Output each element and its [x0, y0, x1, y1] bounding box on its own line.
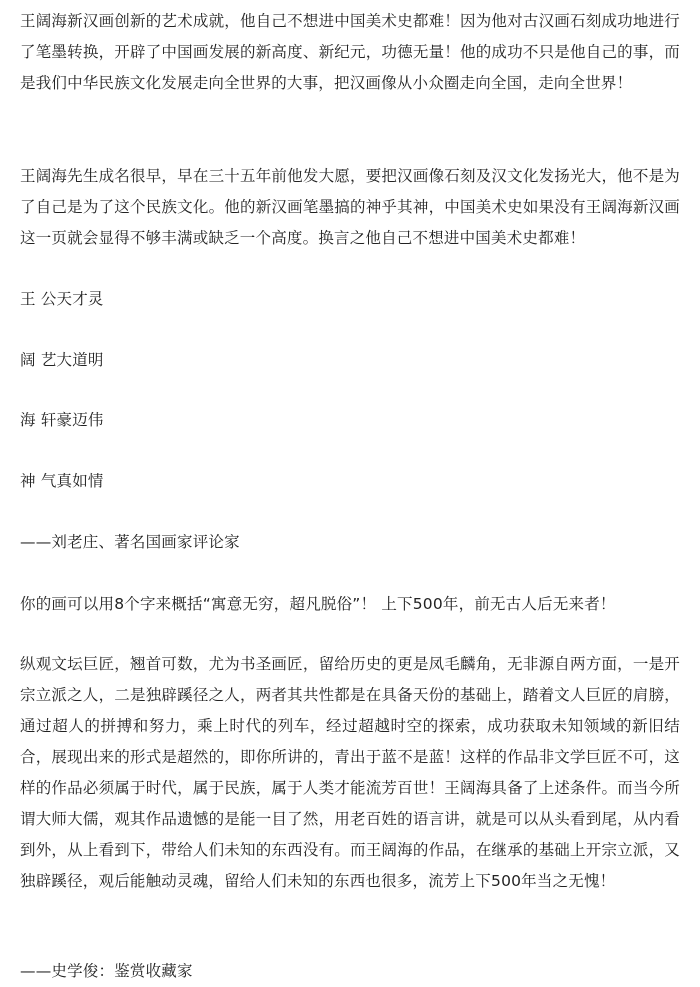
paragraph-review: 纵观文坛巨匠，翘首可数，尤为书圣画匠，留给历史的更是凤毛麟角，无非源自两方面，一是开宗立派之人，二是独辟蹊径之人，两者其共性都是在具备天份的基础上，踏着文人巨匠的肩膀，通过超人的拼搏和努力，乘上时代的列车，经过超越时空的探索，成功获取未知领域的新旧结合，展现出来的形式是超然的，即你所讲的，青出于蓝不是蓝！这样的作品非文学巨匠不可，这样的作品必须属于时代，属于民族，属于人类才能流芳百世！王阔海具备了上述条件。而当今所谓大师大儒，观其作品遗憾的是能一目了然，用老百姓的语言讲，就是可以从头看到尾，从内看到外，从上看到下，带给人们未知的东西没有。而王阔海的作品，在继承的基础上开宗立派，又独辟蹊径，观后能触动灵魂，留给人们未知的东西也很多，流芳上下500年当之无愧！	[20, 655, 680, 890]
acrostic-line-3: 海 轩豪迈伟	[20, 411, 104, 429]
paragraph-summary-quote: 你的画可以用8个字来概括“寓意无穷，超凡脱俗”！ 上下500年，前无古人后无来者！	[20, 595, 616, 613]
acrostic-line-1: 王 公天才灵	[20, 290, 104, 308]
acrostic-line-4: 神 气真如情	[20, 472, 104, 490]
paragraph-biography: 王阔海先生成名很早，早在三十五年前他发大愿，要把汉画像石刻及汉文化发扬光大，他不是为了自己是为了这个民族文化。他的新汉画笔墨搞的神乎其神，中国美术史如果没有王阔海新汉画这一页就会显得不够丰满或缺乏一个高度。换言之他自己不想进中国美术史都难！	[20, 167, 680, 247]
acrostic-line-2: 阔 艺大道明	[20, 351, 104, 369]
attribution-shi: ——史学俊：鉴赏收藏家	[20, 962, 193, 980]
paragraph-intro: 王阔海新汉画创新的艺术成就，他自己不想进中国美术史都难！因为他对古汉画石刻成功地进行了笔墨转换，开辟了中国画发展的新高度、新纪元，功德无量！他的成功不只是他自己的事，而是我们中华民族文化发展走向全世界的大事，把汉画像从小众圈走向全国，走向全世界！	[20, 12, 680, 92]
attribution-liu: ——刘老庄、著名国画家评论家	[20, 533, 240, 551]
